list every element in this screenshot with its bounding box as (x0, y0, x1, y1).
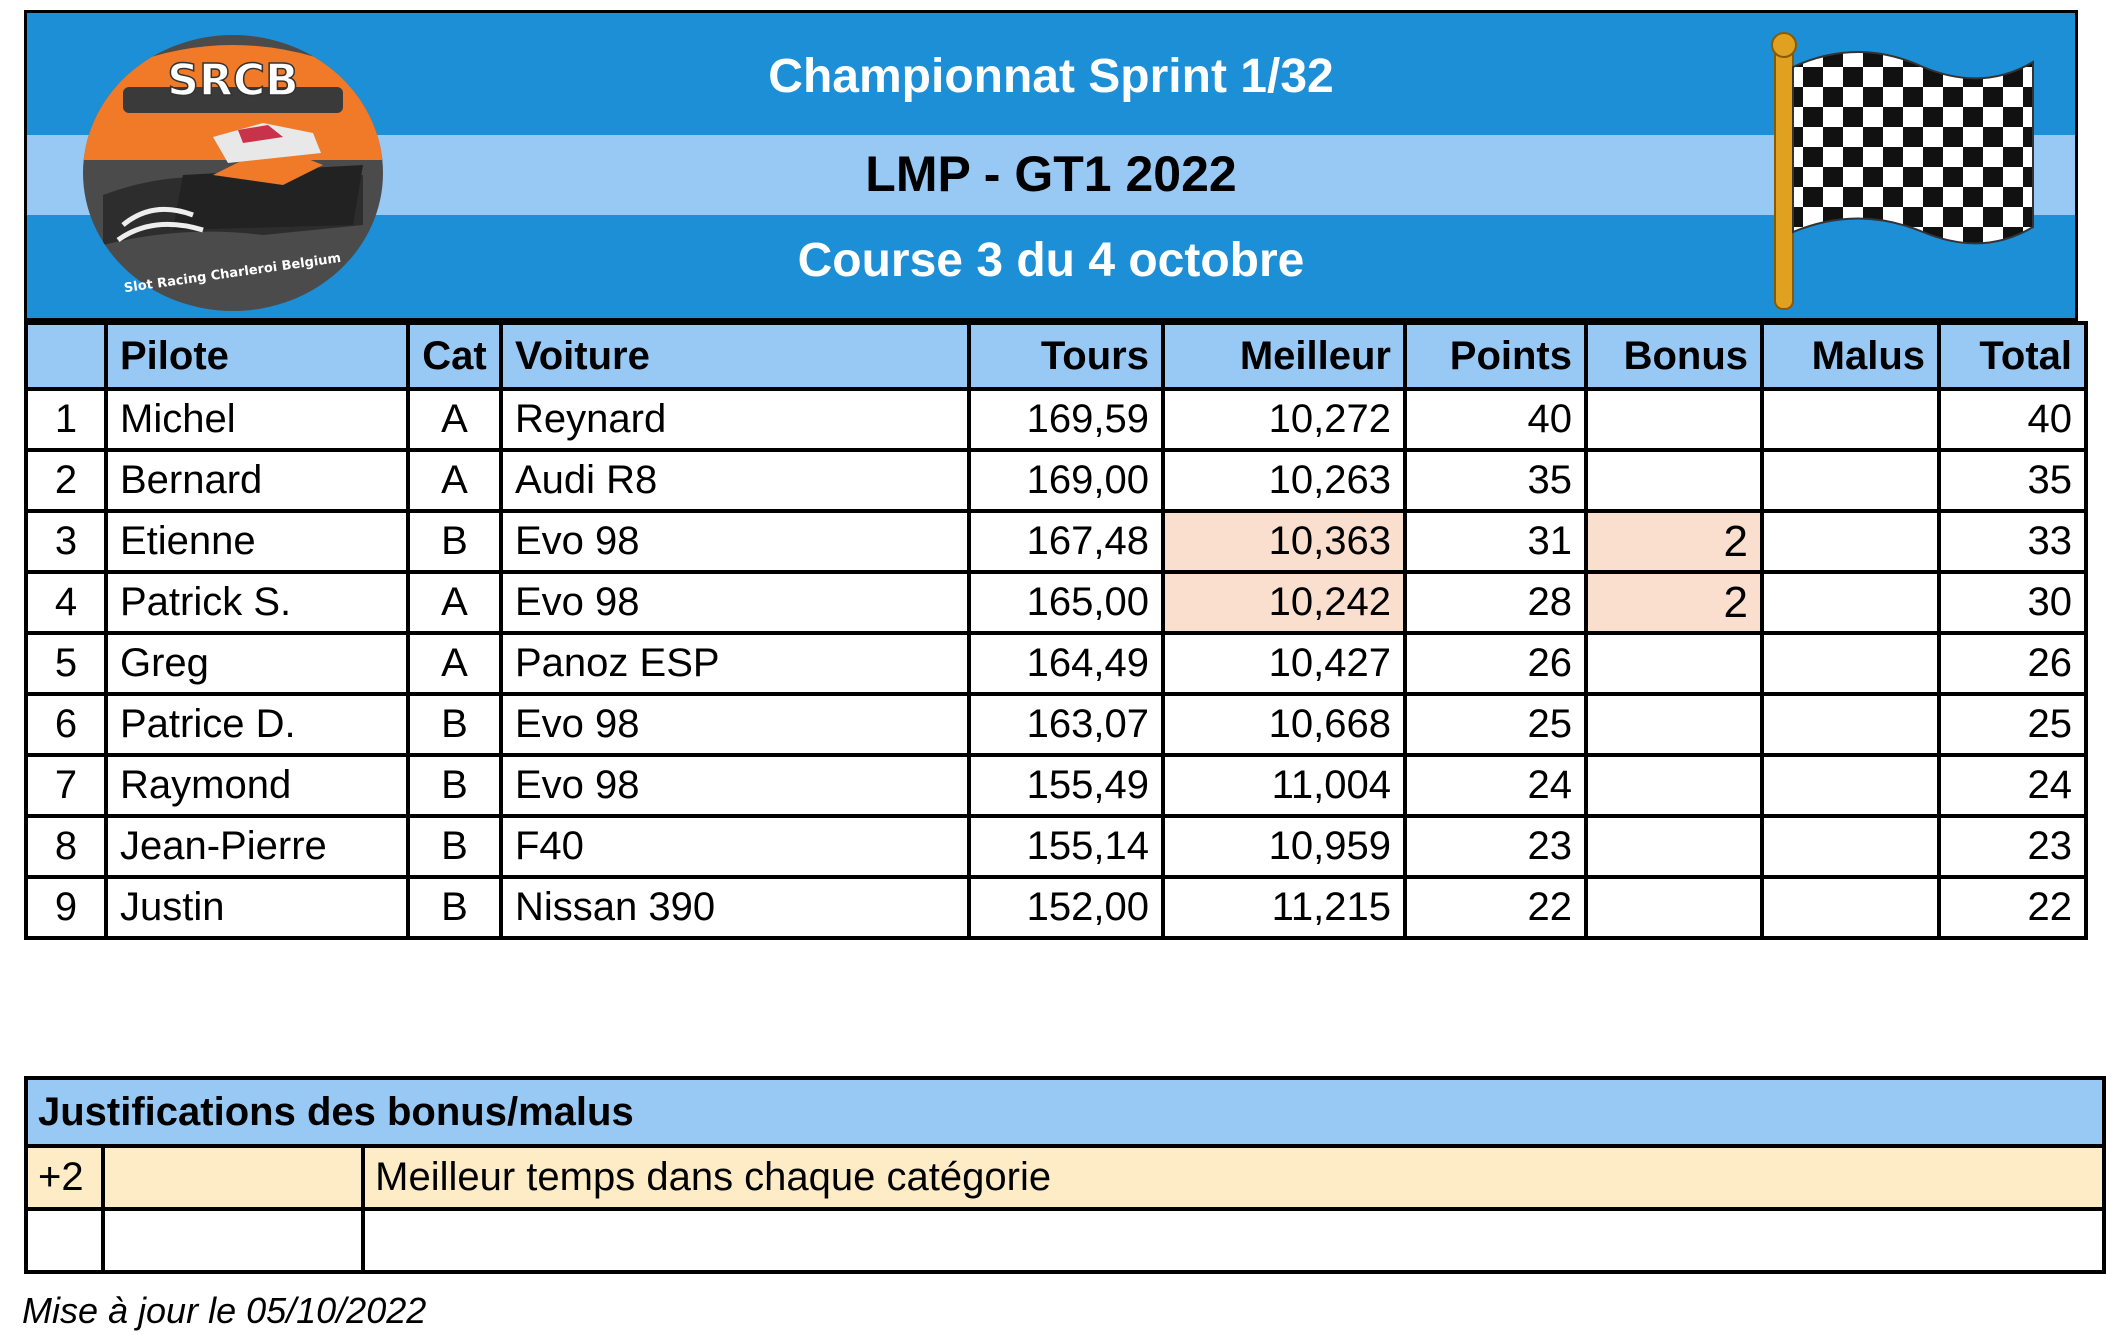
table-row (26, 816, 2086, 877)
cell-tours: 169,59 (969, 389, 1163, 450)
cell-cat: B (408, 877, 501, 938)
cell-pilote: Patrick S. (106, 572, 408, 633)
justification-title: Justifications des bonus/malus (26, 1078, 2104, 1146)
cell-meilleur: 10,272 (1163, 389, 1405, 450)
justification-text (363, 1209, 2104, 1272)
cell-pilote: Justin (106, 877, 408, 938)
cell-voiture: Reynard (501, 389, 969, 450)
cell-malus (1762, 633, 1939, 694)
table-row (26, 572, 2086, 633)
cell-meilleur: 10,427 (1163, 633, 1405, 694)
cell-meilleur-highlighted: 10,242 (1163, 572, 1405, 633)
table-row (26, 755, 2086, 816)
race-title: Course 3 du 4 octobre (797, 234, 1305, 287)
cell-tours: 169,00 (969, 450, 1163, 511)
cell-points: 31 (1405, 511, 1586, 572)
header-cat: Cat (408, 323, 501, 389)
cell-pos: 6 (26, 694, 106, 755)
cell-pilote: Michel (106, 389, 408, 450)
justification-row (26, 1209, 2104, 1272)
cell-cat: A (408, 633, 501, 694)
header-tours: Tours (969, 323, 1163, 389)
cell-cat: B (408, 511, 501, 572)
header-pilote: Pilote (106, 323, 408, 389)
cell-voiture: Evo 98 (501, 755, 969, 816)
cell-points: 23 (1405, 816, 1586, 877)
cell-pilote: Etienne (106, 511, 408, 572)
cell-malus (1762, 694, 1939, 755)
cell-points: 24 (1405, 755, 1586, 816)
cell-points: 35 (1405, 450, 1586, 511)
cell-meilleur: 10,263 (1163, 450, 1405, 511)
cell-pos: 7 (26, 755, 106, 816)
cell-bonus (1586, 755, 1762, 816)
cell-meilleur: 11,215 (1163, 877, 1405, 938)
cell-total: 26 (1939, 633, 2086, 694)
header-malus: Malus (1762, 323, 1939, 389)
cell-total: 40 (1939, 389, 2086, 450)
cell-voiture: Evo 98 (501, 511, 969, 572)
cell-total: 25 (1939, 694, 2086, 755)
cell-malus (1762, 755, 1939, 816)
cell-tours: 152,00 (969, 877, 1163, 938)
table-row (26, 511, 2086, 572)
cell-pilote: Bernard (106, 450, 408, 511)
cell-tours: 155,49 (969, 755, 1163, 816)
cell-cat: B (408, 755, 501, 816)
cell-pos: 5 (26, 633, 106, 694)
cell-bonus (1586, 450, 1762, 511)
cell-meilleur-highlighted: 10,363 (1163, 511, 1405, 572)
results-table (24, 321, 2088, 940)
cell-pilote: Greg (106, 633, 408, 694)
checkered-flag-icon (1763, 27, 2053, 317)
cell-bonus (1586, 694, 1762, 755)
cell-pos: 9 (26, 877, 106, 938)
cell-voiture: Evo 98 (501, 694, 969, 755)
table-row (26, 633, 2086, 694)
header-points: Points (1405, 323, 1586, 389)
cell-tours: 155,14 (969, 816, 1163, 877)
results-header-row (26, 323, 2086, 389)
cell-pilote: Jean-Pierre (106, 816, 408, 877)
cell-pos: 3 (26, 511, 106, 572)
cell-voiture: Audi R8 (501, 450, 969, 511)
logo-text: SRCB (167, 55, 299, 106)
cell-cat: A (408, 572, 501, 633)
cell-pilote: Patrice D. (106, 694, 408, 755)
cell-total: 33 (1939, 511, 2086, 572)
cell-pos: 4 (26, 572, 106, 633)
cell-points: 25 (1405, 694, 1586, 755)
cell-bonus-highlighted: 2 (1586, 572, 1762, 633)
justification-extra (103, 1209, 363, 1272)
cell-pos: 8 (26, 816, 106, 877)
table-row (26, 877, 2086, 938)
cell-points: 28 (1405, 572, 1586, 633)
header-total: Total (1939, 323, 2086, 389)
cell-pilote: Raymond (106, 755, 408, 816)
cell-cat: A (408, 450, 501, 511)
cell-points: 26 (1405, 633, 1586, 694)
justification-text: Meilleur temps dans chaque catégorie (363, 1146, 2104, 1209)
justification-header-row (26, 1078, 2104, 1146)
cell-malus (1762, 511, 1939, 572)
cell-malus (1762, 450, 1939, 511)
cell-tours: 167,48 (969, 511, 1163, 572)
cell-voiture: Evo 98 (501, 572, 969, 633)
cell-pos: 2 (26, 450, 106, 511)
cell-points: 40 (1405, 389, 1586, 450)
cell-malus (1762, 389, 1939, 450)
justification-code (26, 1209, 103, 1272)
cell-bonus (1586, 816, 1762, 877)
table-row (26, 694, 2086, 755)
cell-malus (1762, 816, 1939, 877)
header-voiture: Voiture (501, 323, 969, 389)
header-pos (26, 323, 106, 389)
cell-bonus (1586, 877, 1762, 938)
cell-voiture: Panoz ESP (501, 633, 969, 694)
justification-table (24, 1076, 2106, 1274)
header-bonus: Bonus (1586, 323, 1762, 389)
cell-meilleur: 10,668 (1163, 694, 1405, 755)
justification-row (26, 1146, 2104, 1209)
cell-total: 24 (1939, 755, 2086, 816)
cell-pos: 1 (26, 389, 106, 450)
cell-total: 22 (1939, 877, 2086, 938)
cell-total: 30 (1939, 572, 2086, 633)
cell-bonus (1586, 389, 1762, 450)
justification-code: +2 (26, 1146, 103, 1209)
cell-meilleur: 11,004 (1163, 755, 1405, 816)
cell-malus (1762, 877, 1939, 938)
header-meilleur: Meilleur (1163, 323, 1405, 389)
cell-bonus-highlighted: 2 (1586, 511, 1762, 572)
cell-voiture: F40 (501, 816, 969, 877)
header-banner (24, 10, 2078, 321)
cell-tours: 163,07 (969, 694, 1163, 755)
cell-tours: 165,00 (969, 572, 1163, 633)
table-row (26, 450, 2086, 511)
championship-title: Championnat Sprint 1/32 (768, 50, 1334, 103)
justification-extra (103, 1146, 363, 1209)
cell-total: 23 (1939, 816, 2086, 877)
cell-tours: 164,49 (969, 633, 1163, 694)
cell-meilleur: 10,959 (1163, 816, 1405, 877)
table-row (26, 389, 2086, 450)
cell-malus (1762, 572, 1939, 633)
series-title: LMP - GT1 2022 (865, 146, 1237, 202)
update-date-note: Mise à jour le 05/10/2022 (22, 1290, 427, 1331)
cell-voiture: Nissan 390 (501, 877, 969, 938)
logo-subtext: Slot Racing Charleroi Belgium (123, 250, 342, 297)
cell-bonus (1586, 633, 1762, 694)
cell-cat: B (408, 694, 501, 755)
cell-total: 35 (1939, 450, 2086, 511)
cell-cat: B (408, 816, 501, 877)
cell-cat: A (408, 389, 501, 450)
cell-points: 22 (1405, 877, 1586, 938)
